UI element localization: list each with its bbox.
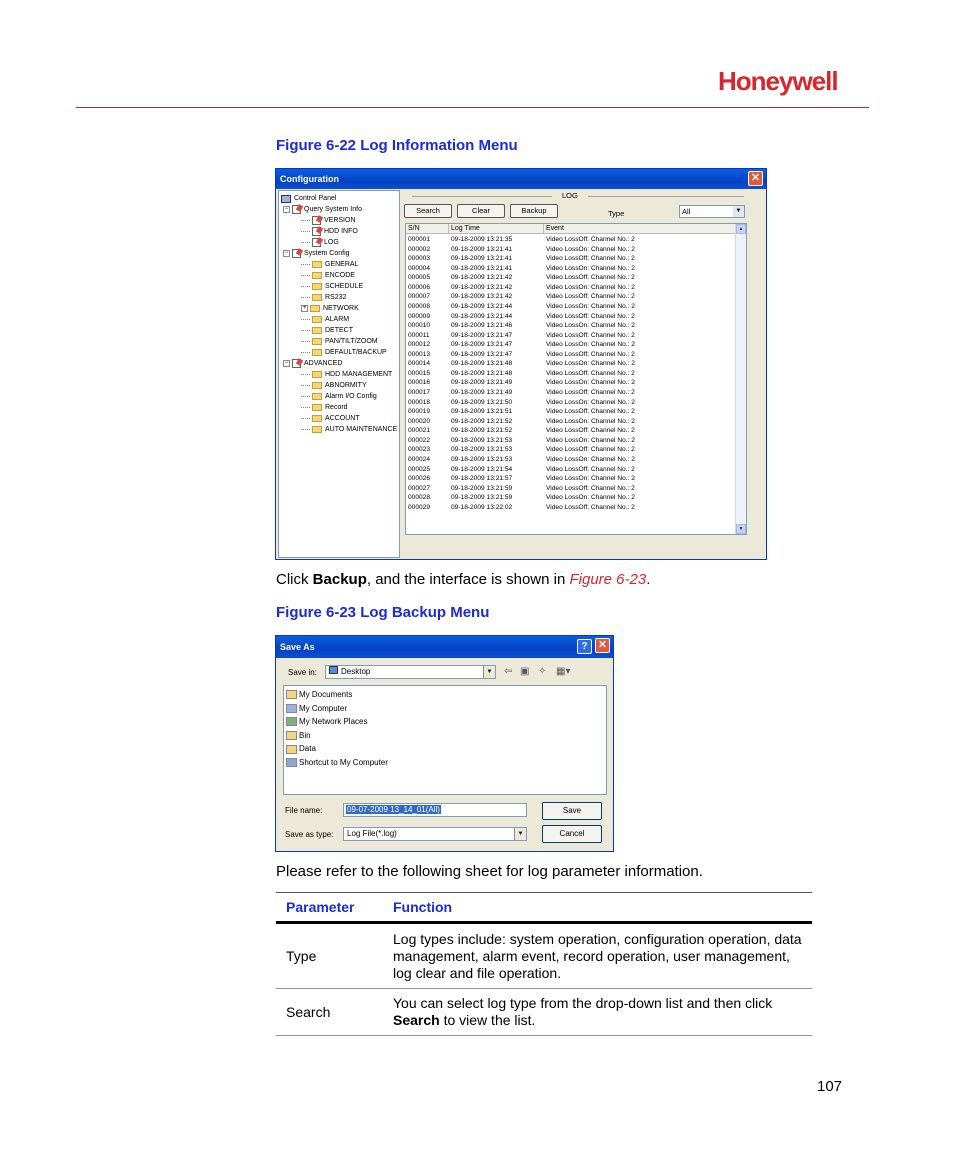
tree-item[interactable] bbox=[281, 270, 399, 281]
folder-icon bbox=[312, 272, 322, 279]
table-row[interactable] bbox=[406, 359, 737, 369]
log-event: Video LossOn: Channel No.: 2 bbox=[546, 283, 635, 291]
log-time: 09-18-2009 13:21:44 bbox=[451, 312, 513, 320]
log-divider-right bbox=[588, 196, 744, 197]
tree-connector bbox=[301, 297, 310, 298]
log-event: Video LossOn: Channel No.: 2 bbox=[546, 322, 635, 330]
column-event[interactable]: Event bbox=[544, 224, 737, 233]
log-time: 09-18-2009 13:22:02 bbox=[451, 503, 513, 511]
log-sn: 000022 bbox=[408, 436, 431, 444]
file-list[interactable] bbox=[283, 685, 607, 795]
folder-icon bbox=[312, 261, 322, 268]
log-event: Video LossOff: Channel No.: 2 bbox=[546, 274, 635, 282]
log-time: 09-18-2009 13:21:57 bbox=[451, 475, 513, 483]
tree-connector bbox=[301, 407, 310, 408]
header-function: Function bbox=[383, 893, 812, 923]
log-sn: 000029 bbox=[408, 503, 431, 511]
table-row[interactable] bbox=[406, 245, 737, 255]
page-icon bbox=[312, 227, 321, 236]
save-as-type-label: Save as type: bbox=[285, 830, 334, 839]
log-event: Video LossOff: Channel No.: 2 bbox=[546, 236, 635, 243]
table-row[interactable] bbox=[406, 503, 737, 513]
log-sn: 000016 bbox=[408, 379, 431, 387]
log-event: Video LossOff: Channel No.: 2 bbox=[546, 427, 635, 435]
view-menu-icon[interactable]: ▦▾ bbox=[556, 666, 571, 677]
function-text: to view the list. bbox=[439, 1012, 536, 1028]
log-time: 09-18-2009 13:21:42 bbox=[451, 283, 513, 291]
tree-item-label: Query System Info bbox=[304, 206, 362, 213]
log-sn: 000009 bbox=[408, 312, 431, 320]
table-row[interactable] bbox=[406, 235, 737, 245]
chevron-down-icon[interactable]: ▼ bbox=[514, 828, 526, 840]
log-panel bbox=[402, 190, 764, 558]
log-rows bbox=[406, 235, 737, 512]
tree-connector bbox=[301, 220, 310, 221]
tree-item[interactable] bbox=[281, 259, 399, 270]
tree-item-label: HDD INFO bbox=[324, 228, 358, 235]
log-sn: 000025 bbox=[408, 465, 431, 473]
log-event: Video LossOff: Channel No.: 2 bbox=[546, 446, 635, 454]
dialog-title: Save As bbox=[280, 642, 315, 652]
folder-icon bbox=[286, 690, 297, 699]
log-sn: 000001 bbox=[408, 236, 431, 243]
param-cell: Search bbox=[276, 989, 383, 1036]
log-time: 09-18-2009 13:21:47 bbox=[451, 350, 513, 358]
log-sn: 000019 bbox=[408, 408, 431, 416]
log-event: Video LossOff: Channel No.: 2 bbox=[546, 408, 635, 416]
tree-item-label: GENERAL bbox=[325, 261, 359, 268]
log-event: Video LossOn: Channel No.: 2 bbox=[546, 302, 635, 310]
figure-6-23-link[interactable]: Figure 6-23 bbox=[569, 571, 647, 588]
shortcut-icon bbox=[286, 758, 297, 767]
paragraph-refer: Please refer to the following sheet for log parameter information. bbox=[276, 863, 703, 880]
log-sn: 000002 bbox=[408, 245, 431, 253]
tree-connector bbox=[301, 385, 310, 386]
folder-icon bbox=[312, 415, 322, 422]
tree-item-label: ACCOUNT bbox=[325, 415, 360, 422]
table-row[interactable] bbox=[406, 493, 737, 503]
page-icon bbox=[292, 205, 301, 214]
table-row[interactable] bbox=[406, 417, 737, 427]
log-time: 09-18-2009 13:21:47 bbox=[451, 341, 513, 349]
log-scrollbar[interactable] bbox=[735, 224, 746, 534]
log-sn: 000015 bbox=[408, 369, 431, 377]
tree-connector bbox=[301, 319, 310, 320]
page-icon bbox=[312, 216, 321, 225]
paragraph-backup bbox=[276, 571, 650, 588]
scroll-up-icon[interactable]: ▲ bbox=[736, 224, 746, 234]
table-row[interactable] bbox=[406, 350, 737, 360]
table-row[interactable] bbox=[406, 388, 737, 398]
log-time: 09-18-2009 13:21:52 bbox=[451, 427, 513, 435]
log-event: Video LossOn: Channel No.: 2 bbox=[546, 264, 635, 272]
folder-icon bbox=[286, 731, 297, 740]
log-time: 09-18-2009 13:21:48 bbox=[451, 369, 513, 377]
log-time: 09-18-2009 13:21:35 bbox=[451, 236, 513, 243]
chevron-down-icon[interactable]: ▼ bbox=[733, 206, 744, 217]
folder-icon bbox=[312, 338, 322, 345]
tree-item[interactable] bbox=[281, 237, 399, 248]
tree-item-label: HDD MANAGEMENT bbox=[325, 371, 393, 378]
log-list-header bbox=[406, 224, 746, 234]
table-row[interactable] bbox=[406, 264, 737, 274]
table-row[interactable] bbox=[406, 378, 737, 388]
tree-item-label: AUTO MAINTENANCE bbox=[325, 426, 398, 433]
desktop-icon bbox=[329, 666, 338, 674]
log-sn: 000018 bbox=[408, 398, 431, 406]
table-row[interactable] bbox=[406, 254, 737, 264]
table-row[interactable] bbox=[406, 426, 737, 436]
tree-connector bbox=[301, 396, 310, 397]
config-tree[interactable] bbox=[278, 190, 400, 558]
back-icon[interactable]: ⇦ bbox=[504, 666, 513, 677]
log-sn: 000023 bbox=[408, 446, 431, 454]
table-row[interactable] bbox=[406, 283, 737, 293]
list-item-label: My Computer bbox=[299, 703, 348, 713]
save-in-combo[interactable] bbox=[325, 665, 496, 679]
type-select[interactable] bbox=[679, 205, 745, 218]
parameter-table bbox=[276, 892, 812, 1036]
expand-icon[interactable]: + bbox=[302, 305, 307, 311]
log-event: Video LossOff: Channel No.: 2 bbox=[546, 484, 635, 492]
param-cell: Type bbox=[276, 923, 383, 989]
save-as-type-value: Log File(*.log) bbox=[347, 829, 397, 838]
para-text: , and the interface is shown in bbox=[366, 571, 570, 588]
log-sn: 000027 bbox=[408, 484, 431, 492]
folder-icon bbox=[312, 349, 322, 356]
log-event: Video LossOff: Channel No.: 2 bbox=[546, 293, 635, 301]
configuration-titlebar bbox=[276, 169, 766, 189]
table-row[interactable] bbox=[406, 321, 737, 331]
table-row[interactable] bbox=[406, 331, 737, 341]
log-sn: 000024 bbox=[408, 455, 431, 463]
list-item-label: Shortcut to My Computer bbox=[299, 757, 388, 767]
close-icon[interactable]: ✕ bbox=[748, 171, 763, 186]
folder-icon bbox=[312, 294, 322, 301]
log-sn: 000010 bbox=[408, 322, 431, 330]
folder-icon bbox=[312, 382, 322, 389]
folder-icon bbox=[312, 316, 322, 323]
tree-item[interactable] bbox=[281, 226, 399, 237]
save-button[interactable]: Save bbox=[542, 802, 602, 820]
log-time: 09-18-2009 13:21:53 bbox=[451, 455, 513, 463]
help-icon[interactable]: ? bbox=[577, 639, 592, 654]
tree-item-label: NETWORK bbox=[323, 305, 359, 312]
list-item-label: Bin bbox=[299, 730, 311, 740]
log-sn: 000021 bbox=[408, 427, 431, 435]
file-name-input[interactable] bbox=[343, 803, 527, 817]
column-log-time[interactable]: Log Time bbox=[449, 224, 544, 233]
folder-icon bbox=[312, 404, 322, 411]
list-item-label: Data bbox=[299, 744, 316, 754]
list-item-label: My Documents bbox=[299, 690, 353, 699]
folder-icon bbox=[310, 305, 320, 312]
tree-item[interactable] bbox=[281, 424, 399, 435]
para-text: . bbox=[646, 571, 651, 588]
tree-item-label: LOG bbox=[324, 239, 339, 246]
table-row[interactable] bbox=[406, 465, 737, 475]
list-item[interactable] bbox=[284, 729, 606, 743]
tree-item-label: ADVANCED bbox=[304, 360, 343, 367]
log-time: 09-18-2009 13:21:52 bbox=[451, 417, 513, 425]
honeywell-logo: Honeywell bbox=[718, 66, 838, 96]
tree-connector bbox=[301, 341, 310, 342]
save-as-type-combo[interactable] bbox=[343, 827, 527, 841]
column-sn[interactable]: S/N bbox=[406, 224, 449, 233]
function-text: You can select log type from the drop-down list and then click bbox=[393, 995, 773, 1011]
type-label: Type bbox=[608, 209, 625, 218]
page-icon bbox=[312, 238, 321, 247]
log-sn: 000011 bbox=[408, 331, 430, 339]
tree-item-label: Alarm I/O Config bbox=[325, 393, 377, 400]
up-folder-icon[interactable]: ▣ bbox=[520, 666, 530, 677]
tree-item[interactable] bbox=[281, 215, 399, 226]
clear-button[interactable]: Clear bbox=[457, 204, 505, 218]
tree-item[interactable] bbox=[281, 402, 399, 413]
tree-item[interactable] bbox=[281, 391, 399, 402]
tree-connector bbox=[301, 264, 310, 265]
tree-connector bbox=[301, 231, 310, 232]
list-item[interactable] bbox=[284, 756, 606, 770]
backup-button[interactable]: Backup bbox=[510, 204, 558, 218]
folder-icon bbox=[312, 371, 322, 378]
save-in-label: Save in: bbox=[288, 668, 317, 677]
log-event: Video LossOff: Channel No.: 2 bbox=[546, 255, 635, 263]
log-time: 09-18-2009 13:21:51 bbox=[451, 408, 513, 416]
log-event: Video LossOn: Channel No.: 2 bbox=[546, 475, 635, 483]
tree-item-label: VERSION bbox=[324, 217, 356, 224]
log-event: Video LossOff: Channel No.: 2 bbox=[546, 389, 635, 396]
table-row[interactable] bbox=[406, 474, 737, 484]
page-number: 107 bbox=[817, 1078, 843, 1095]
log-sn: 000026 bbox=[408, 475, 431, 483]
log-time: 09-18-2009 13:21:54 bbox=[451, 465, 513, 473]
window-title: Configuration bbox=[280, 174, 339, 184]
table-row[interactable] bbox=[406, 436, 737, 446]
tree-item[interactable] bbox=[281, 325, 399, 336]
log-sn: 000004 bbox=[408, 264, 431, 272]
tree-connector bbox=[301, 429, 310, 430]
table-row[interactable] bbox=[406, 455, 737, 465]
function-bold-search: Search bbox=[393, 1012, 440, 1028]
log-sn: 000008 bbox=[408, 302, 431, 310]
log-event: Video LossOn: Channel No.: 2 bbox=[546, 494, 635, 502]
tree-connector bbox=[301, 286, 310, 287]
tree-item-label: DETECT bbox=[325, 327, 353, 334]
tree-item[interactable] bbox=[281, 292, 399, 303]
log-event: Video LossOff: Channel No.: 2 bbox=[546, 369, 635, 377]
tree-item-label: ALARM bbox=[325, 316, 350, 323]
cancel-button[interactable]: Cancel bbox=[542, 825, 602, 843]
log-event: Video LossOn: Channel No.: 2 bbox=[546, 379, 635, 387]
tree-item-label: System Config bbox=[304, 250, 350, 257]
type-select-value: All bbox=[682, 207, 691, 216]
log-time: 09-18-2009 13:21:48 bbox=[451, 360, 513, 368]
log-divider-left bbox=[412, 196, 552, 197]
log-time: 09-18-2009 13:21:50 bbox=[451, 398, 513, 406]
log-time: 09-18-2009 13:21:46 bbox=[451, 322, 513, 330]
tree-connector bbox=[301, 242, 310, 243]
tree-item[interactable] bbox=[281, 336, 399, 347]
log-event: Video LossOn: Channel No.: 2 bbox=[546, 398, 635, 406]
tree-item[interactable] bbox=[281, 347, 399, 358]
network-icon bbox=[286, 717, 297, 726]
log-sn: 000003 bbox=[408, 255, 431, 263]
log-list[interactable] bbox=[405, 223, 747, 535]
log-sn: 000014 bbox=[408, 360, 431, 368]
log-event: Video LossOn: Channel No.: 2 bbox=[546, 436, 635, 444]
log-event: Video LossOn: Channel No.: 2 bbox=[546, 360, 635, 368]
configuration-window bbox=[275, 168, 767, 560]
tree-item[interactable] bbox=[281, 193, 399, 204]
tree-item-label: Control Panel bbox=[294, 195, 337, 202]
log-time: 09-18-2009 13:21:49 bbox=[451, 379, 513, 387]
function-cell: Log types include: system operation, configuration operation, data management, alarm event, record operation, user management, log clear and file operation. bbox=[383, 923, 812, 989]
list-item[interactable] bbox=[284, 715, 606, 729]
tree-item[interactable] bbox=[281, 380, 399, 391]
log-event: Video LossOff: Channel No.: 2 bbox=[546, 312, 635, 320]
table-row[interactable] bbox=[406, 273, 737, 283]
folder-icon bbox=[286, 745, 297, 754]
log-sn: 000012 bbox=[408, 341, 431, 349]
log-time: 09-18-2009 13:21:53 bbox=[451, 436, 513, 444]
table-row bbox=[276, 989, 812, 1036]
close-icon[interactable]: ✕ bbox=[595, 638, 610, 653]
page-icon bbox=[292, 249, 301, 258]
header-rule bbox=[76, 107, 869, 108]
tree-item-label: RS232 bbox=[325, 294, 347, 301]
chevron-down-icon[interactable]: ▼ bbox=[483, 666, 495, 678]
log-sn: 000006 bbox=[408, 283, 431, 291]
log-event: Video LossOn: Channel No.: 2 bbox=[546, 245, 635, 253]
folder-icon bbox=[312, 327, 322, 334]
tree-item-label: PAN/TILT/ZOOM bbox=[325, 338, 378, 345]
log-sn: 000017 bbox=[408, 389, 431, 396]
new-folder-icon[interactable]: ✧ bbox=[538, 666, 547, 677]
tree-connector bbox=[301, 330, 310, 331]
tree-item[interactable] bbox=[281, 281, 399, 292]
table-row[interactable] bbox=[406, 312, 737, 322]
tree-item-label: ABNORMITY bbox=[325, 382, 367, 389]
tree-item[interactable] bbox=[281, 248, 399, 259]
file-name-label: File name: bbox=[285, 806, 323, 815]
tree-item[interactable] bbox=[281, 358, 399, 369]
collapse-icon[interactable]: − bbox=[284, 360, 289, 366]
file-name-value: 09-07-2009 13_14_01(All) bbox=[347, 805, 440, 814]
save-as-titlebar bbox=[276, 636, 613, 658]
tree-item-label: DEFAULT/BACKUP bbox=[325, 349, 387, 356]
folder-icon bbox=[312, 393, 322, 400]
log-event: Video LossOff: Channel No.: 2 bbox=[546, 503, 635, 511]
table-row[interactable] bbox=[406, 369, 737, 379]
log-time: 09-18-2009 13:21:47 bbox=[451, 331, 513, 339]
collapse-icon[interactable]: − bbox=[284, 206, 289, 212]
log-time: 09-18-2009 13:21:42 bbox=[451, 274, 513, 282]
header-parameter: Parameter bbox=[276, 893, 383, 923]
log-event: Video LossOn: Channel No.: 2 bbox=[546, 341, 635, 349]
table-row[interactable] bbox=[406, 292, 737, 302]
table-row[interactable] bbox=[406, 340, 737, 350]
log-label: LOG bbox=[562, 191, 578, 200]
log-sn: 000028 bbox=[408, 494, 431, 502]
log-event: Video LossOff: Channel No.: 2 bbox=[546, 350, 635, 358]
tree-connector bbox=[301, 418, 310, 419]
table-row[interactable] bbox=[406, 445, 737, 455]
page-icon bbox=[292, 359, 301, 368]
log-event: Video LossOn: Channel No.: 2 bbox=[546, 417, 635, 425]
table-row[interactable] bbox=[406, 407, 737, 417]
list-item[interactable] bbox=[284, 688, 606, 702]
scroll-down-icon[interactable]: ▼ bbox=[736, 524, 746, 534]
tree-item-label: Record bbox=[325, 404, 348, 411]
table-row[interactable] bbox=[406, 484, 737, 494]
tree-item-label: ENCODE bbox=[325, 272, 355, 279]
collapse-icon[interactable]: − bbox=[284, 250, 289, 256]
log-sn: 000005 bbox=[408, 274, 431, 282]
log-time: 09-18-2009 13:21:49 bbox=[451, 389, 513, 396]
list-item[interactable] bbox=[284, 742, 606, 756]
tree-connector bbox=[301, 374, 310, 375]
tree-item[interactable] bbox=[281, 303, 399, 314]
computer-icon bbox=[286, 704, 297, 713]
para-text: Click bbox=[276, 571, 313, 588]
computer-icon bbox=[281, 195, 291, 203]
log-time: 09-18-2009 13:21:41 bbox=[451, 245, 513, 253]
tree-item[interactable] bbox=[281, 204, 399, 215]
log-time: 09-18-2009 13:21:41 bbox=[451, 264, 513, 272]
log-time: 09-18-2009 13:21:44 bbox=[451, 302, 513, 310]
log-sn: 000013 bbox=[408, 350, 431, 358]
log-time: 09-18-2009 13:21:59 bbox=[451, 494, 513, 502]
tree-connector bbox=[301, 352, 310, 353]
function-cell bbox=[383, 989, 812, 1036]
tree-item[interactable] bbox=[281, 369, 399, 380]
log-time: 09-18-2009 13:21:41 bbox=[451, 255, 513, 263]
tree-item[interactable] bbox=[281, 314, 399, 325]
log-sn: 000020 bbox=[408, 417, 431, 425]
save-as-dialog bbox=[275, 635, 614, 852]
log-time: 09-18-2009 13:21:59 bbox=[451, 484, 513, 492]
log-sn: 000007 bbox=[408, 293, 431, 301]
table-row[interactable] bbox=[406, 302, 737, 312]
tree-item[interactable] bbox=[281, 413, 399, 424]
table-row bbox=[276, 923, 812, 989]
tree-connector bbox=[301, 275, 310, 276]
log-time: 09-18-2009 13:21:42 bbox=[451, 293, 513, 301]
save-in-value: Desktop bbox=[341, 667, 371, 676]
log-event: Video LossOff: Channel No.: 2 bbox=[546, 331, 635, 339]
list-item[interactable] bbox=[284, 702, 606, 716]
log-event: Video LossOn: Channel No.: 2 bbox=[546, 455, 635, 463]
log-event: Video LossOff: Channel No.: 2 bbox=[546, 465, 635, 473]
log-time: 09-18-2009 13:21:53 bbox=[451, 446, 513, 454]
search-button[interactable]: Search bbox=[404, 204, 452, 218]
para-bold-backup: Backup bbox=[312, 571, 367, 588]
figure-6-23-caption: Figure 6-23 Log Backup Menu bbox=[276, 604, 490, 621]
folder-icon bbox=[312, 426, 322, 433]
tree-item-label: SCHEDULE bbox=[325, 283, 364, 290]
folder-icon bbox=[312, 283, 322, 290]
figure-6-22-caption: Figure 6-22 Log Information Menu bbox=[276, 137, 518, 154]
list-item-label: My Network Places bbox=[299, 717, 368, 727]
table-row[interactable] bbox=[406, 398, 737, 408]
